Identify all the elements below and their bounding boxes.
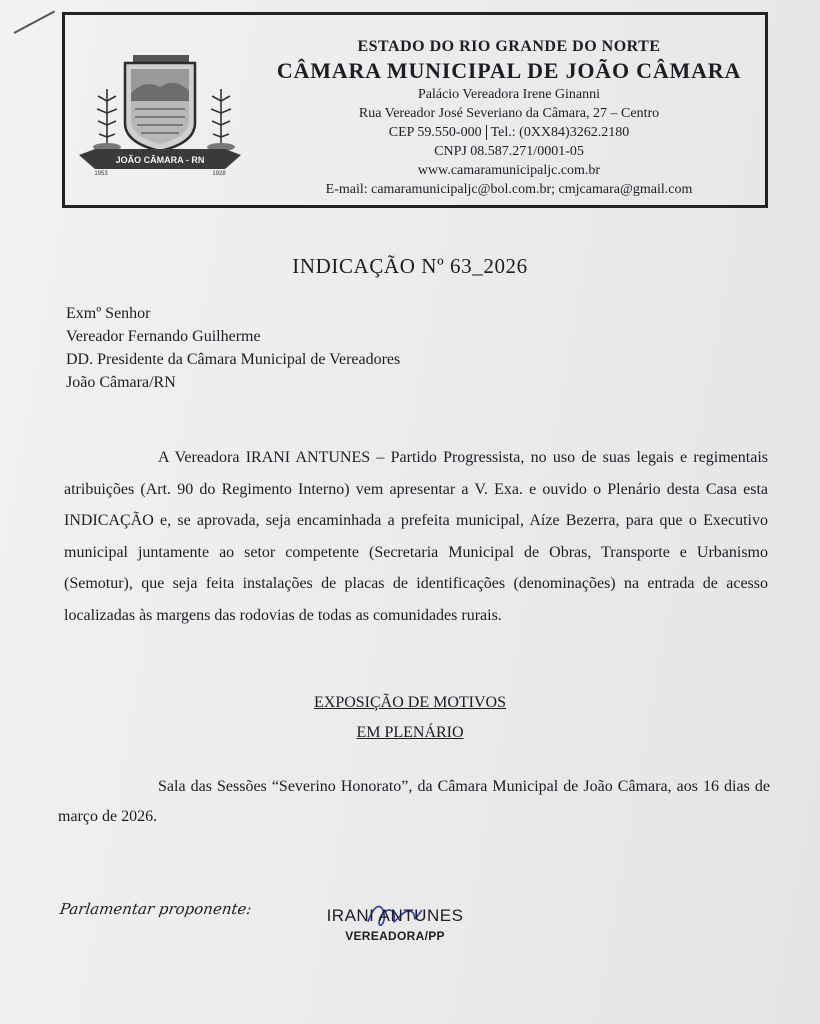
telephone: Tel.: (0XX84)3262.2180 [490, 125, 630, 140]
document-title: INDICAÇÃO Nº 63_2026 [292, 254, 528, 278]
body-paragraph: A Vereadora IRANI ANTUNES – Partido Progressista, no uso de suas legais e regimentais atribuições (Art. 90 do Regimento Interno) vem apresentar a V. Exa. e ouvido o Plenário desta Casa esta INDICAÇÃO e, se aprovada, seja encaminhada a prefeita municipal, Aíze Bezerra, para que o Executivo municipal juntamente ao setor competente (Secretaria Municipal de Obras, Transporte e Urbanismo (Semotur), que seja feita instalações de placas de identificações (denominações) na entrada de acesso localizadas às margens das rodovias de todas as comunidades rurais. [64, 449, 768, 624]
exposicao-line-1: EXPOSIÇÃO DE MOTIVOS [313, 694, 506, 711]
logo-year-left: 1953 [94, 171, 108, 177]
coat-of-arms-icon [75, 51, 245, 185]
address-line-1: Exmº Senhor [66, 305, 151, 322]
cnpj: CNPJ 08.587.271/0001-05 [434, 144, 584, 159]
cep: CEP 59.550-000 [388, 125, 482, 140]
letterhead-text [261, 37, 757, 199]
cep-tel-line [261, 123, 757, 142]
letterhead [62, 12, 768, 208]
signer-block [310, 905, 480, 945]
address-line-3: DD. Presidente da Câmara Municipal de Vereadores [66, 351, 401, 368]
separator [486, 125, 487, 140]
address-line-4: João Câmara/RN [66, 374, 176, 391]
street-address: Rua Vereador José Severiano da Câmara, 27 – Centro [358, 106, 660, 121]
signer-name: IRANI ANTUNES [326, 906, 464, 925]
logo-banner-text: JOÃO CÂMARA - RN [115, 155, 205, 165]
state-name: ESTADO DO RIO GRANDE DO NORTE [357, 38, 661, 55]
closing-paragraph: Sala das Sessões “Severino Honorato”, da Câmara Municipal de João Câmara, aos 16 dias de março de 2026. [58, 778, 770, 825]
palace-name: Palácio Vereadora Irene Ginanni [417, 87, 601, 102]
logo-year-right: 1928 [212, 171, 226, 177]
proponent-label: Parlamentar proponente: [58, 900, 253, 918]
exposicao-line-2: EM PLENÁRIO [356, 724, 464, 741]
signer-role: VEREADORA/PP [345, 929, 445, 943]
address-line-2: Vereador Fernando Guilherme [66, 328, 261, 345]
chamber-name: CÂMARA MUNICIPAL DE JOÃO CÂMARA [276, 58, 742, 83]
exposicao-heading [0, 688, 820, 748]
email: E-mail: camaramunicipaljc@bol.com.br; cmjcamara@gmail.com [325, 182, 693, 197]
recipient-address [66, 302, 400, 394]
website: www.camaramunicipaljc.com.br [417, 163, 601, 178]
pen-mark [14, 11, 56, 34]
